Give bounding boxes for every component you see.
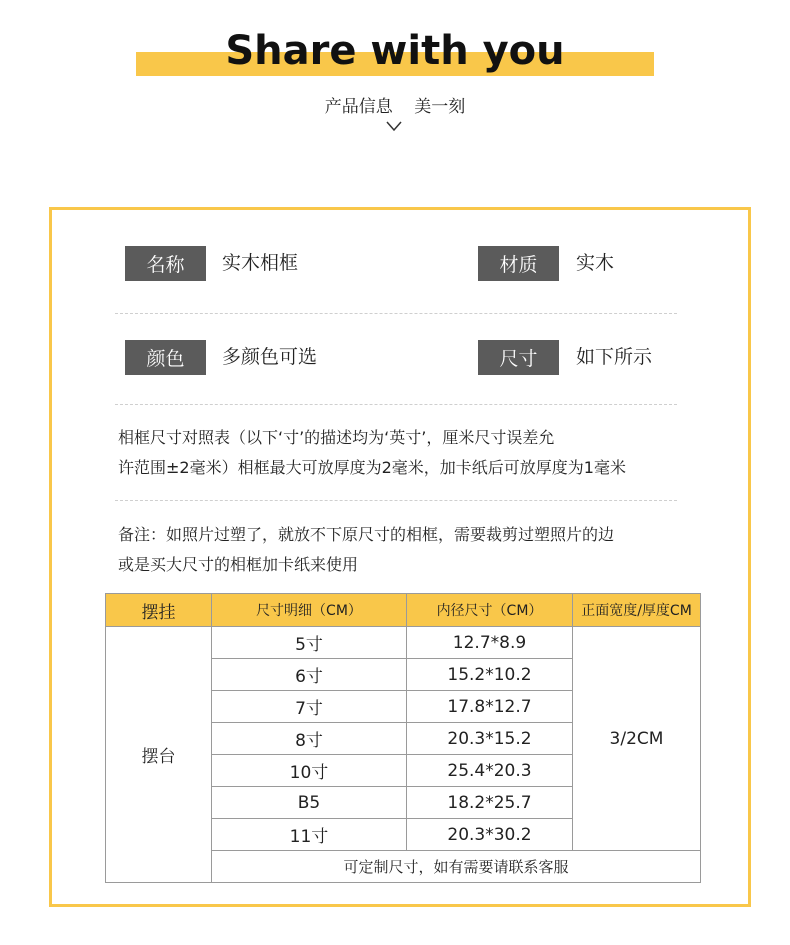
table-header-cell: 摆挂 [106,594,212,627]
chevron-down-icon [386,118,402,134]
width-thickness-cell: 3/2CM [573,627,701,851]
size-cell: 11寸 [212,819,407,851]
remark-line: 备注：如照片过塑了，就放不下原尺寸的相框，需要裁剪过塑照片的边 [118,525,615,544]
color-value: 多颜色可选 [222,346,318,368]
name-label: 名称 [125,246,206,281]
table-row [106,627,701,659]
group-label-cell: 摆台 [106,627,212,883]
size-cell: 10寸 [212,755,407,787]
subtitle-brand: 美一刻 [414,97,466,117]
size-cell: 5寸 [212,627,407,659]
inner-size-cell: 17.8*12.7 [407,691,573,723]
subtitle [0,92,790,117]
inner-size-cell: 18.2*25.7 [407,787,573,819]
table-header-cell: 正面宽度/厚度CM [573,594,701,627]
size-cell: 7寸 [212,691,407,723]
inner-size-cell: 12.7*8.9 [407,627,573,659]
divider [115,404,677,405]
description-line: 相框尺寸对照表（以下‘寸’的描述均为‘英寸’，厘米尺寸误差允 [118,428,555,447]
table-header-row [106,594,701,627]
description-line: 许范围±2毫米）相框最大可放厚度为2毫米，加卡纸后可放厚度为1毫米 [118,458,626,477]
inner-size-cell: 20.3*30.2 [407,819,573,851]
divider [115,500,677,501]
page-title: Share with you [225,28,565,74]
size-cell: 6寸 [212,659,407,691]
color-label: 颜色 [125,340,206,375]
size-cell: B5 [212,787,407,819]
divider [115,313,677,314]
size-cell: 8寸 [212,723,407,755]
size-label: 尺寸 [478,340,559,375]
table-header-cell: 尺寸明细（CM） [212,594,407,627]
material-label: 材质 [478,246,559,281]
subtitle-product-info: 产品信息 [324,97,393,117]
custom-size-note: 可定制尺寸，如有需要请联系客服 [212,851,701,883]
remark-line: 或是买大尺寸的相框加卡纸来使用 [118,555,359,574]
table-header-cell: 内径尺寸（CM） [407,594,573,627]
size-value: 如下所示 [576,346,653,368]
material-value: 实木 [576,252,615,274]
inner-size-cell: 20.3*15.2 [407,723,573,755]
name-value: 实木相框 [222,252,299,274]
inner-size-cell: 15.2*10.2 [407,659,573,691]
size-table [105,593,701,883]
size-chart-description [118,423,718,483]
inner-size-cell: 25.4*20.3 [407,755,573,787]
remark-text [118,520,718,580]
